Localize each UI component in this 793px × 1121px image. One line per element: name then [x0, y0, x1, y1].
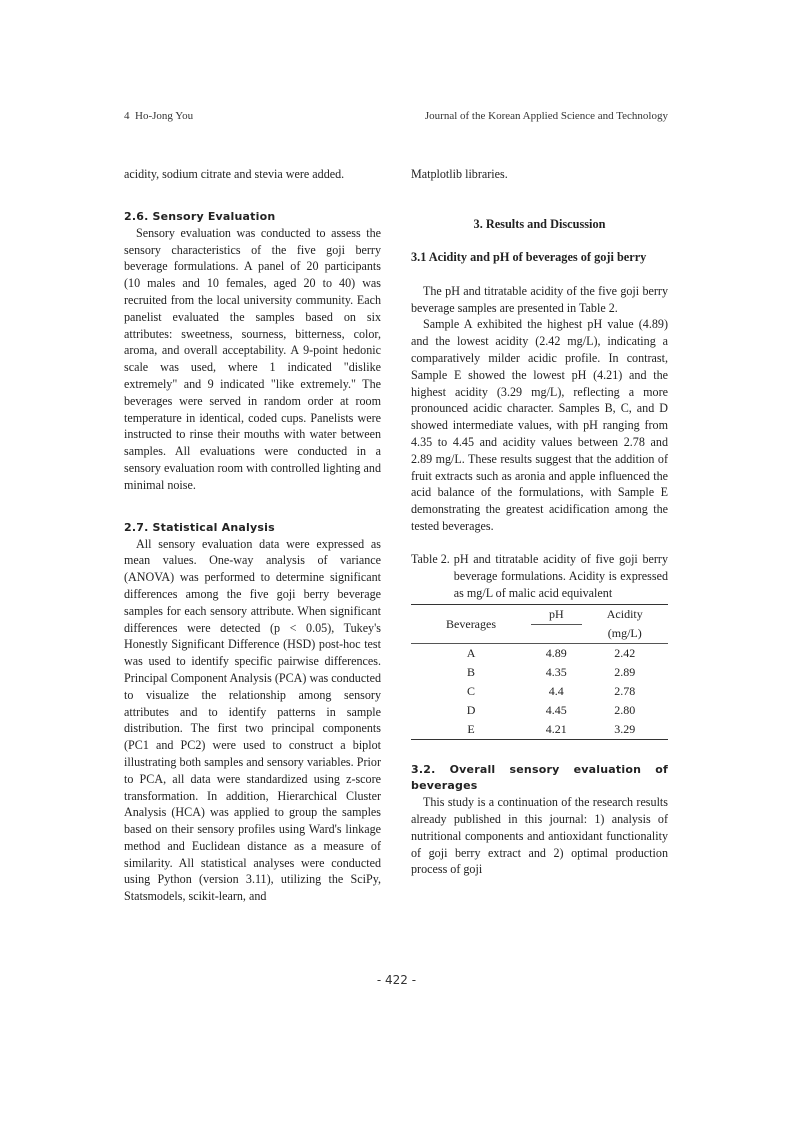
running-header — [124, 110, 668, 126]
cell-ph: 4.89 — [545, 646, 567, 661]
cell-ph: 4.45 — [545, 703, 567, 718]
header-journal-title: Journal of the Korean Applied Science and Technology — [424, 110, 668, 122]
acidity-ph-table — [411, 604, 668, 741]
table-header-acidity-unit: (mg/L) — [582, 624, 669, 644]
table-header-acidity: Acidity — [582, 604, 669, 624]
section-heading-sensory-evaluation: 2.6. Sensory Evaluation — [124, 209, 276, 223]
cell-acidity: 2.80 — [614, 703, 636, 718]
table-row — [411, 701, 668, 720]
table-header-ph: pH — [531, 604, 581, 624]
cell-ph: 4.21 — [531, 720, 581, 740]
cell-acidity: 2.89 — [614, 665, 636, 680]
acidity-results-paragraph: Sample A exhibited the highest pH value (4.89) and the lowest acidity (2.42 mg/L), indicating a comparatively milder acidic profile. In contrast, Sample E showed the lowest pH (4.21) and the highest acidity (3.29 mg/L), reflecting a more pronounced acidic character. Samples B, C, and D showed intermediate values, with pH ranging from 4.35 to 4.45 and acidity values between 2.78 and 2.89 mg/L. These results suggest that the addition of fruit extracts such as aronia and apple influenced the acid balance of the formulations, with Sample E demonstrating the greatest acidification among the tested beverages. — [411, 317, 668, 533]
section-heading-results: 3. Results and Discussion — [473, 216, 606, 231]
cell-acidity: 2.42 — [614, 646, 636, 661]
cell-ph: 4.4 — [548, 684, 564, 699]
cell-acidity: 2.78 — [614, 684, 636, 699]
cell-beverage: E — [411, 720, 531, 740]
section-heading-overall-sensory: 3.2. Overall sensory evaluation of beverages — [411, 763, 668, 793]
table-header-ph-unit-cell — [531, 624, 581, 644]
sensory-evaluation-paragraph: Sensory evaluation was conducted to assess the sensory characteristics of the five goji berry beverage formulations. A panel of 20 participants (10 males and 10 females, aged 20 to 40) was recruited from the local university community. Each panelist evaluated the samples based on six attributes: sweetness, sourness, bitterness, color, aroma, and overall acceptability. A 9-point hedonic scale was used, where 1 indicated "dislike extremely" and 9 indicated "like extremely." The beverages were served in random order at room temperature in identical, coded cups. Panelists were instructed to rinse their mouths with water between samples. All evaluations were conducted in a sensory evaluation room with controlled lighting and minimal noise. — [124, 225, 381, 492]
right-column — [411, 166, 668, 878]
cell-beverage: A — [466, 646, 476, 661]
page-number: - 422 - — [376, 973, 417, 987]
overall-sensory-paragraph: This study is a continuation of the research results already published in this journal: 1) analysis of nutritional components and antioxidant functionality of goji berry extract and 2) optimal production process of goji — [411, 795, 668, 877]
cell-acidity: 3.29 — [582, 720, 669, 740]
table-header-beverages: Beverages — [411, 604, 531, 644]
table-caption — [411, 551, 668, 602]
acidity-intro-paragraph: The pH and titratable acidity of the five goji berry beverage samples are presented in Table 2. — [411, 283, 668, 315]
statistical-analysis-paragraph: All sensory evaluation data were expressed as mean values. One-way analysis of variance (ANOVA) was performed to determine significant differences among the five goji berry beverage samples for each sensory attribute. When significant differences were detected (p < 0.05), Tukey's Honestly Significant Difference (HSD) post-hoc test was used to identify specific pairwise differences. Principal Component Analysis (PCA) was conducted to visualize the relationship among sensory attributes and to identify patterns in sample distribution. The first two principal components (PC1 and PC2) were used to construct a biplot illustrating both samples and sensory variables. Prior to PCA, all data were standardized using z-score transformation. In addition, Hierarchical Cluster Analysis (HCA) was applied to group the samples based on their sensory profiles using Ward's linkage method and Euclidean distance as a measure of similarity. All statistical analyses were conducted using Python (version 3.11), utilizing the SciPy, Statsmodels, scikit-learn, and — [124, 536, 381, 904]
section-heading-acidity-ph: 3.1 Acidity and pH of beverages of goji berry — [411, 249, 647, 264]
cell-beverage: B — [467, 665, 476, 680]
continuation-text: acidity, sodium citrate and stevia were added. — [124, 167, 345, 181]
table-row — [411, 663, 668, 682]
continuation-text-right: Matplotlib libraries. — [411, 167, 508, 181]
cell-beverage: D — [466, 703, 476, 718]
header-author: 4 Ho-Jong You — [124, 110, 194, 122]
table-row — [411, 644, 668, 664]
left-column — [124, 166, 381, 905]
cell-ph: 4.35 — [545, 665, 567, 680]
table-caption-label: Table 2. — [411, 551, 450, 566]
table-row — [411, 682, 668, 701]
section-heading-statistical-analysis: 2.7. Statistical Analysis — [124, 520, 275, 534]
table-row — [411, 720, 668, 740]
cell-beverage: C — [467, 684, 476, 699]
table-caption-text: pH and titratable acidity of five goji berry beverage formulations. Acidity is expressed as mg/L of malic acid equivalent — [453, 551, 668, 600]
